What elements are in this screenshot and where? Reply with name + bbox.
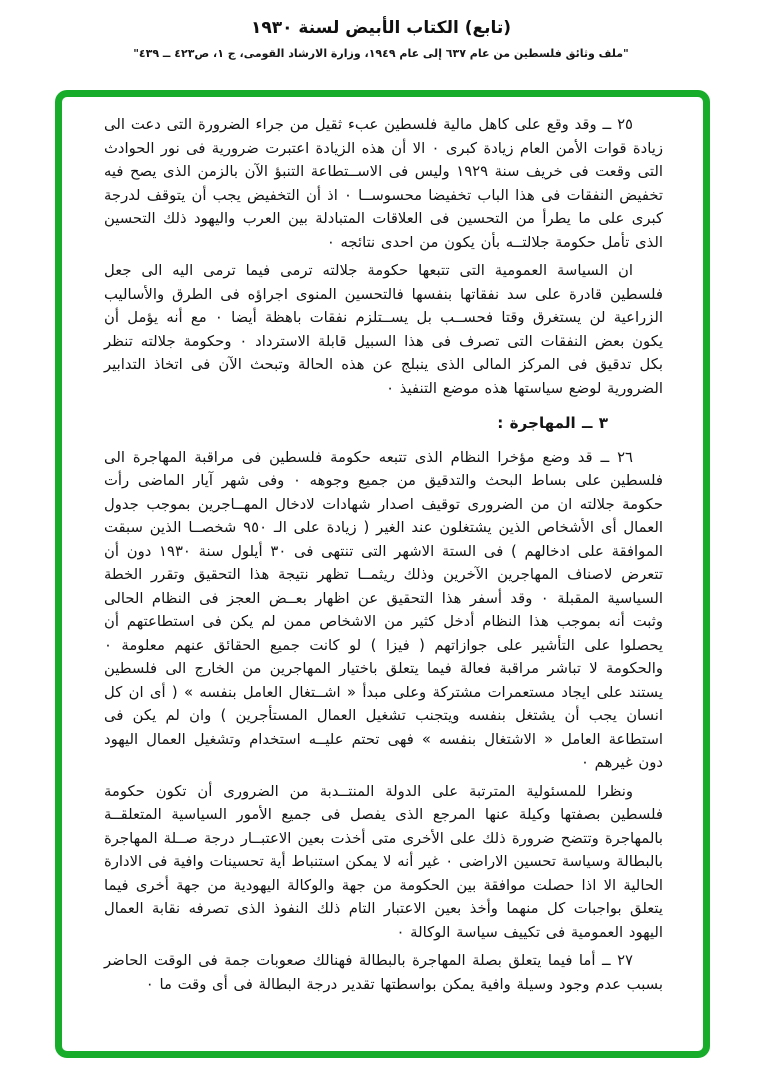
page-header bbox=[0, 18, 762, 60]
green-border-frame bbox=[55, 90, 710, 1058]
paragraph-public-policy: ان السياسة العمومية التى تتبعها حكومة جلالته ترمى فيما ترمى اليه الى جعل فلسطين قادرة على سد نفقاتها بنفسها فالتحسين المنوى اجراؤه فى الطرق والأساليب الزراعية لن يستغرق وقتا فحســب بل يســتلزم نفقات باهظة أيضا ٠ مع أنه يؤمل أن يكون بعض النفقات التى تصرف فى هذا السبيل قابلة الاسترداد ٠ وحكومة جلالته تنظر بكل تدقيق فى المركز المالى الذى ينبلج عن هذه الحالة وتبحث الآن فى اتخاذ التدابير الضرورية لوضع سياستها هذه موضع التنفيذ ٠ bbox=[104, 262, 663, 397]
paragraph-25: ٢٥ ــ وقد وقع على كاهل مالية فلسطين عبء ثقيل من جراء الضرورة التى دعت الى زيادة قوات الأمن العام زيادة كبرى ٠ الا أن هذه الزيادة اعتبرت ضرورية فى نور الحوادث التى وقعت فى خريف سنة ١٩٢٩ وليس فى الاســتطاعة التنبؤ الآن بالزمن الذى يصح فيه تخفيض النفقات فى هذا الباب تخفيضا محسوســا ٠ اذ أن التخفيض يجب أن يتوقف لدرجة كبرى على ما يطرأ من التحسين فى العلاقات المتبادلة بين العرب واليهود ذلك التحسين الذى تأمل حكومة جلالتــه بأن يكون من احدى نتائجه ٠ bbox=[104, 116, 663, 251]
paragraph-responsibility: ونظرا للمسئولية المترتبة على الدولة المنتــدبة من الضرورى أن تكون حكومة فلسطين بصفتها وكيلة عنها المرجع الذى يفصل فى جميع الأمور السياسية المتعلقــة بالمهاجرة وتتضح ضرورة ذلك على الأخرى متى أخذت بعين الاعتبــار درجة صــلة المهاجرة بالبطالة وسياسة تحسين الاراضى ٠ غير أنه لا يمكن استنباط أية تحسينات وافية فى الادارة الحالية الا اذا حصلت موافقة بين الحكومة من جهة والوكالة اليهودية من جهة أخرى فيما يتعلق بواجبات كل منهما وأخذ بعين الاعتبار التام ذلك النفوذ الذى تصرفه نقابة العمال اليهود العمومية فى تكييف سياسة الوكالة ٠ bbox=[104, 782, 663, 941]
document-subtitle: "ملف وثائق فلسطين من عام ٦٣٧ إلى عام ١٩٤٩، وزارة الارشاد القومى، ج ١، ص٤٢٣ ــ ٤٣٩" bbox=[133, 47, 629, 60]
document-title: (تابع) الكتاب الأبيض لسنة ١٩٣٠ bbox=[250, 18, 512, 38]
paragraph-26: ٢٦ ــ قد وضع مؤخرا النظام الذى تتبعه حكومة فلسطين فى مراقبة المهاجرة الى فلسطين على بساط البحث والتدقيق من جميع وجوهه ٠ وفى شهر آيار الماضى رأت حكومة جلالته ان من الضرورى توقيف اصدار شهادات لادخال المهــاجرين بموجب جدول العمال أى الأشخاص الذين يشتغلون عند الغير ( زيادة على الـ ٩٥٠ شخصــا الذين سبقت الموافقة على ادخالهم ) فى الستة الاشهر التى تنتهى فى ٣٠ أيلول سنة ١٩٣٠ دون أن تتعرض لاصناف المهاجرين الآخرين وذلك ريثمــا تظهر نتيجة هذا التحقيق وتقرر الخطة السياسية المقبلة ٠ وقد أسفر هذا التحقيق عن اظهار بعــض العجز فى النظام الحالى وثبت أنه بموجب هذا النظام أدخل كثير من الاشخاص ممن لم يكن فى استطاعتهم أن يحصلوا على التأشير على جوازاتهم ( فيزا ) لو كانت جميع الحقائق عنهم معلومة ٠ والحكومة لا تباشر مراقبة فعالة فيما يتعلق باختيار المهاجرين من الخارج الى فلسطين يستند على ايجاد مستعمرات مشتركة وعلى مبدأ « اشــتغال العامل بنفسه » ( أى ان كل انسان يجب أن يشتغل بنفسه ويتجنب تشغيل العمال المستأجرين ) وان لم يكن فى استطاعة العامل « الاشتغال بنفسه » فهى تحتم عليــه استخدام وتشغيل العمال اليهود دون غيرهم ٠ bbox=[104, 448, 664, 771]
document-body bbox=[62, 97, 703, 1011]
paragraph-27: ٢٧ ــ أما فيما يتعلق بصلة المهاجرة بالبطالة فهنالك صعوبات جمة فى الوقت الحاضر بسبب عدم وجود وسيلة وافية يمكن بواسطتها تقدير درجة البطالة فى أى وقت ما ٠ bbox=[104, 952, 663, 993]
section-heading-migration: ٣ ــ المهاجرة : bbox=[497, 414, 608, 432]
